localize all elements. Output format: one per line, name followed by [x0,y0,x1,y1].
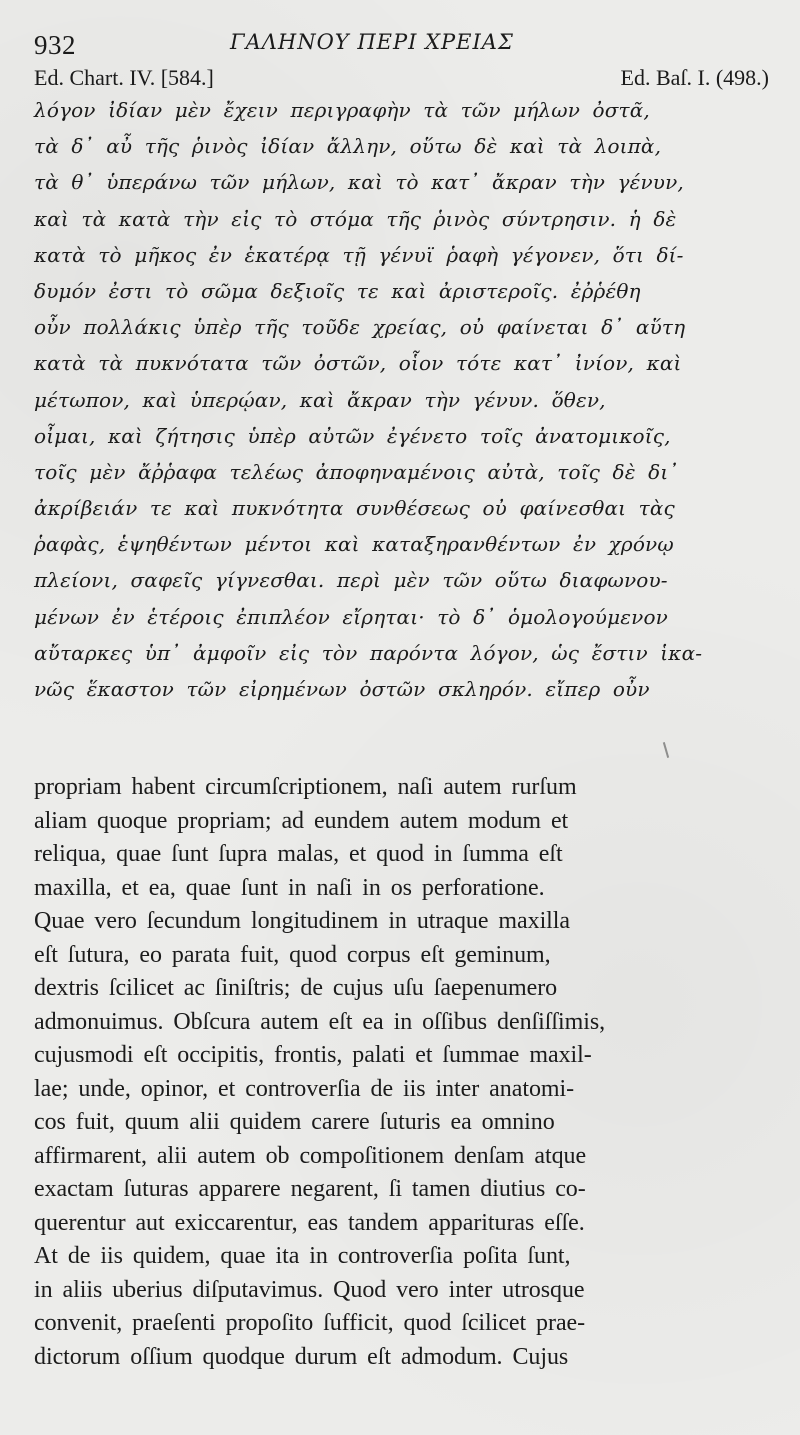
latin-text-line: in aliis uberius diſputavimus. Quod vero inter utrosque [34,1276,585,1303]
latin-text-line: Quae vero ſecundum longitudinem in utraque maxilla [34,908,571,934]
latin-text-line: querentur aut exiccarentur, eas tandem apparituras eſſe. [34,1209,585,1236]
greek-text-block [34,92,770,707]
greek-text-line: νῶς ἕκαστον τῶν εἰρημένων ὀστῶν σκληρόν. εἴπερ οὖν [34,677,650,701]
greek-text-line: οἶμαι, καὶ ζήτησις ὑπὲρ αὐτῶν ἐγένετο τοῖς ἀνατομικοῖς, [34,423,671,448]
running-title: ΓΑΛΗΝΟΥ ΠΕΡΙ ΧΡΕΙΑΣ [230,30,514,54]
latin-text-line: admonuimus. Obſcura autem eſt ea in oſſibus denſiſſimis, [34,1008,606,1035]
greek-text-line: ἀκρίβειάν τε καὶ πυκνότητα συνθέσεως οὐ φαίνεσθαι τὰς [34,496,675,521]
greek-text-line: πλείονι, σαφεῖς γίγνεσθαι. περὶ μὲν τῶν οὕτω διαφωνου- [34,568,668,593]
greek-text-line: καὶ τὰ κατὰ τὴν εἰς τὸ στόμα τῆς ῥινὸς σύντρησιν. ἡ δὲ [34,206,677,231]
latin-text-line: exactam ſuturas apparere negarent, ſi tamen diutius co- [34,1176,586,1202]
greek-text-line: οὖν πολλάκις ὑπὲρ τῆς τοῦδε χρείας, οὐ φαίνεται δ᾽ αὕτη [34,315,686,340]
greek-text-line: κατὰ τὰ πυκνότατα τῶν ὀστῶν, οἷον τότε κατ᾽ ἰνίον, καὶ [34,351,682,376]
print-mark [663,742,669,758]
latin-text-line: lae; unde, opinor, et controverſia de iis inter anatomi- [34,1075,575,1102]
greek-text-line: μένων ἐν ἑτέροις ἐπιπλέον εἴρηται· τὸ δ᾽ ὁμολογούμενον [34,604,668,629]
latin-text-line: aliam quoque propriam; ad eundem autem modum et [34,807,569,834]
greek-text-line: δυμόν ἐστι τὸ σῶμα δεξιοῖς τε καὶ ἀριστεροῖς. ἐῤῥέθη [34,278,641,303]
greek-text-line: τὰ δ᾽ αὖ τῆς ῥινὸς ἰδίαν ἄλλην, οὕτω δὲ καὶ τὰ λοιπὰ, [34,134,662,159]
greek-text-line: λόγον ἰδίαν μὲν ἔχειν περιγραφὴν τὰ τῶν μήλων ὀστᾶ, [34,98,650,122]
latin-text-line: dextris ſcilicet ac ſiniſtris; de cujus uſu ſaepenumero [34,975,558,1001]
running-head [34,28,770,62]
greek-text-line: κατὰ τὸ μῆκος ἐν ἑκατέρᾳ τῇ γένυϊ ῥαφὴ γέγονεν, ὅτι δί- [34,242,684,267]
latin-text-line: maxilla, et ea, quae ſunt in naſi in os perforatione. [34,874,545,901]
latin-text-line: At de iis quidem, quae ita in controverſia poſita ſunt, [34,1243,571,1269]
greek-text-line: τοῖς μὲν ἄῤῥαφα τελέως ἀποφηναμένοις αὐτὰ, τοῖς δὲ δι᾽ [34,459,679,484]
latin-text-line: reliqua, quae ſunt ſupra malas, et quod in ſumma eſt [34,841,563,867]
greek-text-line: τὰ θ᾽ ὑπεράνω τῶν μήλων, καὶ τὸ κατ᾽ ἄκραν τὴν γένυν, [34,170,684,195]
latin-text-line: cujusmodi eſt occipitis, frontis, palati et ſummae maxil- [34,1042,592,1068]
latin-text-line: propriam habent circumſcriptionem, naſi autem rurſum [34,774,577,800]
greek-text-line: αὔταρκες ὑπ᾽ ἀμφοῖν εἰς τὸν παρόντα λόγον, ὡς ἔστιν ἱκα- [34,640,703,665]
basel-edition-reference: Ed. Baſ. I. (498.) [620,65,769,90]
latin-text-line: convenit, praeſenti propoſito ſufficit, quod ſcilicet prae- [34,1310,586,1336]
latin-text-line: dictorum oſſium quodque durum eſt admodum. Cujus [34,1343,569,1370]
latin-text-line: affirmarent, alii autem ob compoſitionem denſam atque [34,1142,587,1169]
latin-text-line: cos fuit, quum alii quidem carere ſuturis ea omnino [34,1109,555,1135]
greek-text-line: μέτωπον, καὶ ὑπερῴαν, καὶ ἄκραν τὴν γένυν. ὅθεν, [34,387,606,412]
edition-reference-line [34,62,770,94]
latin-text-line: eſt ſutura, eo parata fuit, quod corpus eſt geminum, [34,941,551,968]
greek-text-line: ῥαφὰς, ἑψηθέντων μέντοι καὶ καταξηρανθέντων ἐν χρόνῳ [34,532,674,557]
page-number: 932 [34,30,76,60]
latin-text-block [34,771,770,1374]
chartier-edition-reference: Ed. Chart. IV. [584.] [34,65,214,90]
